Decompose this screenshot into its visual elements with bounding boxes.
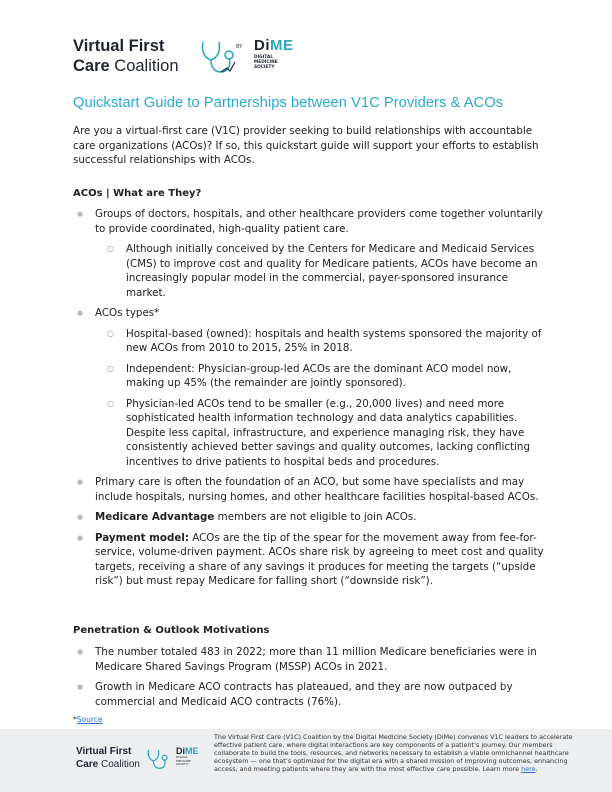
sub-list-item	[73, 362, 551, 391]
list-item	[73, 306, 551, 321]
sub-bullet-text: Although initially conceived by the Centers for Medicare and Medicaid Services (CMS) to improve cost and quality for Medicare patients, ACOs have become an increasingly popular model in the commercial, payer-sponsored insurance market.	[126, 243, 538, 299]
sub-bullet-text: Independent: Physician-group-led ACOs are the dominant ACO model now, making up 45% (the remainder are jointly sponsored).	[126, 362, 512, 389]
dime-right: ME	[185, 746, 199, 756]
bullet-text: Primary care is often the foundation of an ACO, but some have specialists and may include hospitals, nursing homes, and other healthcare facilities hospital-based ACOs.	[95, 476, 539, 503]
footer-logo-line1: Virtual First	[76, 746, 132, 757]
dime-left: Di	[176, 746, 185, 756]
section-acos-list	[73, 207, 551, 595]
footer-logo	[76, 746, 206, 776]
intro-paragraph: Are you a virtual-first care (V1C) provider seeking to build relationships with accountable care organizations (ACOs)? If so, this quickstart guide will support your efforts to establish successful relationships with ACOs.	[73, 125, 539, 166]
logo-line2-rest: Coalition	[109, 57, 179, 75]
sub-list-item	[73, 397, 551, 470]
dime-sub3: SOCIETY	[176, 762, 189, 767]
section-heading-penetration: Penetration & Outlook Motivations	[73, 625, 270, 636]
list-item	[73, 207, 551, 236]
footer-dime-logo	[176, 746, 206, 774]
list-item	[73, 531, 551, 589]
by-label: BY	[236, 44, 243, 50]
dime-sub2: MEDICINE	[254, 60, 278, 65]
dime-logo	[254, 37, 299, 77]
bullet-text: Groups of doctors, hospitals, and other healthcare providers come together voluntarily to provide coordinated, high-quality patient care.	[95, 208, 543, 235]
section-heading-acos: ACOs | What are They?	[73, 188, 202, 199]
logo-wordmark	[73, 36, 179, 76]
bullet-text: ACOs types*	[95, 307, 160, 319]
bullet-bold: Payment model:	[95, 531, 189, 544]
dime-sub2: MEDICINE	[176, 758, 191, 763]
list-item	[73, 475, 551, 504]
dime-sub3: SOCIETY	[254, 65, 275, 70]
logo-line2-bold: Care	[73, 57, 110, 75]
bullet-text: ACOs are the tip of the spear for the movement away from fee-for-service, volume-driven payment. ACOs share risk by agreeing to meet cost and quality targets, receiving a share of any savings it produces for meeting the targets (“upside risk”) but must repay Medicare for falling short (“downside risk”).	[95, 531, 544, 587]
learn-more-link[interactable]: here	[521, 765, 536, 774]
list-item	[73, 510, 551, 525]
sub-bullet-text: Hospital-based (owned): hospitals and health systems sponsored the majority of new ACOs from 2010 to 2015, 25% in 2018.	[126, 327, 542, 354]
bullet-text: The number totaled 483 in 2022; more than 11 million Medicare beneficiaries were in Medicare Shared Savings Program (MSSP) ACOs in 2021.	[95, 646, 537, 673]
footer-text-end: .	[535, 765, 538, 774]
dime-right: ME	[270, 37, 294, 54]
source-link[interactable]: Source	[76, 715, 103, 724]
footer-logo-line2-rest: Coalition	[98, 758, 140, 770]
header-logo	[73, 36, 303, 78]
sub-bullet-text: Physician-led ACOs tend to be smaller (e.g., 20,000 lives) and need more sophisticated health information technology and data analytics capabilities. Despite less capital, infrastructure, and experience managing risk, they have consistently achieved better savings and quality outcomes, lacking conflicting incentives to drive patients to hospital beds and procedures.	[126, 397, 530, 468]
logo-line1: Virtual First	[73, 37, 165, 55]
section-penetration-list	[73, 645, 551, 715]
source-star: *	[73, 715, 77, 724]
list-item	[73, 680, 551, 709]
dime-sub1: DIGITAL	[254, 55, 273, 60]
dime-left: Di	[254, 37, 270, 54]
list-item	[73, 645, 551, 674]
sub-list-item	[73, 242, 551, 300]
bullet-bold: Medicare Advantage	[95, 511, 215, 523]
bullet-text: Growth in Medicare ACO contracts has plateaued, and they are now outpaced by commercial and Medicaid ACO contracts (76%).	[95, 681, 513, 708]
stethoscope-icon	[199, 38, 241, 76]
stethoscope-icon	[146, 747, 172, 771]
page-title: Quickstart Guide to Partnerships between V1C Providers & ACOs	[73, 95, 504, 111]
footer-logo-line2-bold: Care	[76, 758, 99, 770]
bullet-text: members are not eligible to join ACOs.	[214, 511, 417, 523]
footer-description	[214, 733, 590, 773]
sub-list-item	[73, 327, 551, 356]
source-note	[73, 715, 103, 724]
dime-sub1: DIGITAL	[176, 755, 188, 759]
footer-text: The Virtual First Care (V1C) Coalition by the Digital Medicine Society (DiMe) convenes V1C leaders to accelerate effective patient care, where digital interactions are key components of a patient’s journey. Our members collaborate to build the tools, resources, and networks necessary to establish a viable omnichannel healthcare ecosystem — one that’s optimized for the digital era with a shared mission of improving outcomes, enhancing access, and meeting patients where they are with the most effective care possible. Learn more	[214, 733, 573, 774]
